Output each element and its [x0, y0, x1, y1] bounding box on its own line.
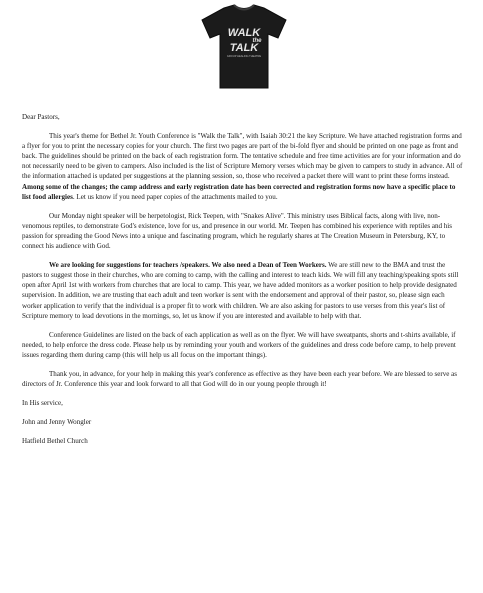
paragraph-suggestions-text: We are still new to the BMA and trust the pastors to suggest those in their churches, who are coming to camp, with the calling and interest to teach kids. We will fill any teaching/speaking spots still open after April 1st with workers from churches that are local to camp. This year, we have added monitors as a worker position to help provide designated supervision. In addition, we are trusting that each adult and teen worker is sent with the endorsement and approval of their pastor, so, please sign each worker application to verify that the individual is a proper fit to work with children. We are also asking for pastors to use verses from this year's list of Scripture memory to lead devotions in the mornings, so, let us know if you are interested and available to help with that. — [22, 261, 459, 320]
t-shirt-icon — [194, 2, 294, 90]
letter-body — [22, 112, 463, 455]
shirt-text-bottom: TALK — [229, 42, 259, 54]
shirt-text-small: GROUP HEALING THEATRE — [226, 55, 262, 58]
paragraph-speaker: Our Monday night speaker will be herpetologist, Rick Teepen, with "Snakes Alive". This ministry uses Biblical facts, along with live, non-venomous reptiles, to demonstrate God's existence, love for us, and presence in our world. Mr. Teepen has combined his experience with reptiles and his passion for spreading the Good News into a unique and fascinating program, which he regularly shares at The Creation Museum in Petersburg, KY, to connect his audience with God. — [22, 211, 453, 251]
greeting: Dear Pastors, — [22, 113, 60, 121]
shirt-text-top: WALK — [227, 27, 261, 39]
paragraph-suggestions-bold: We are looking for suggestions for teachers /speakers. We also need a Dean of Teen Workers. — [49, 261, 327, 270]
signature-church: Hatfield Bethel Church — [22, 437, 88, 446]
shirt-text-mid: the — [252, 38, 262, 44]
paragraph-theme-text: This year's theme for Bethel Jr. Youth Conference is "Walk the Talk", with Isaiah 30:21 the key Scripture. We have attached registration forms and a flyer for you to print the necessary copies for your church. The first two pages are part of the bi-fold flyer and should be printed on one page as front and back. The guidelines should be printed on the back of each registration form. The tentative schedule and free time activities are for your information and do not necessarily need to be given to campers. Also included is the list of Scripture Memory verses which may be given to campers to study in advance. All of the information attached is updated per suggestions at the planning session, so, those who received a packet there will want to print these forms instead. — [22, 132, 463, 181]
paragraph-theme-bold: Among some of the changes; the camp address and early registration date has been corrected and registration forms now have a specific place to list food allergies — [22, 182, 456, 201]
paragraph-suggestions — [22, 260, 463, 321]
paragraph-theme-after: . Let us know if you need paper copies of the attachments mailed to you. — [72, 192, 278, 201]
paragraph-theme — [22, 131, 463, 202]
t-shirt-image — [194, 2, 294, 90]
closing: In His service, — [22, 399, 63, 408]
signature-names: John and Jenny Wongler — [22, 418, 92, 427]
paragraph-guidelines: Conference Guidelines are listed on the back of each application as well as on the flyer. We will have sweatpants, shorts and t-shirts available, if needed, to help enforce the dress code. Please help us by reminding your youth and workers of the guidelines and dress code before camp, to help prevent issues regarding them during camp (this will help us all focus on the important things). — [22, 330, 456, 359]
paragraph-thanks: Thank you, in advance, for your help in making this year's conference as effective as they have been each year before. We are blessed to serve as directors of Jr. Conference this year and look forward to all that God will do in our young people through it! — [22, 369, 458, 389]
